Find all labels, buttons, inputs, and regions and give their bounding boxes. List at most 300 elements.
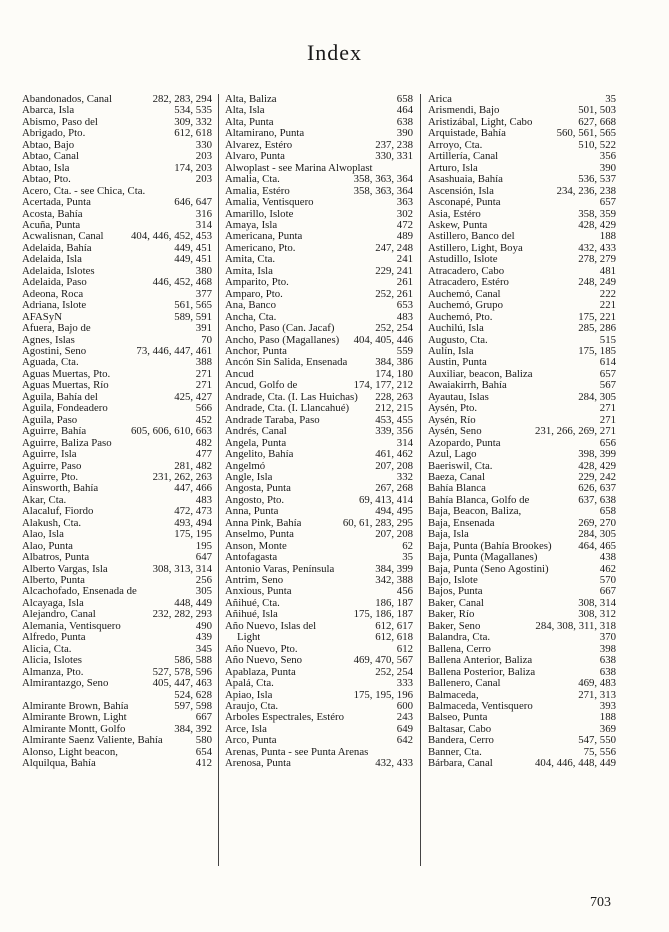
index-pages: 70 [201,333,212,346]
index-term: Alberto, Punta [22,575,85,587]
index-pages: 493, 494 [174,516,212,529]
index-entry [225,449,413,460]
index-pages: 271 [599,402,616,415]
index-term: Bárbara, Canal [428,758,493,770]
index-term: Arenosa, Punta [225,758,291,770]
index-term: Agostini, Seno [22,345,87,357]
index-term: Apiao, Isla [225,689,273,701]
index-pages: 494, 495 [375,505,413,518]
index-term: Antofagasta [225,552,278,564]
index-pages: 339, 356 [375,425,413,438]
index-entry [428,758,616,769]
index-term: Acertada, Punta [22,197,91,209]
index-pages: 405, 447, 463 [152,677,212,690]
index-pages: 75, 556 [583,745,616,758]
index-term: Adelaida, Islotes [22,265,95,277]
index-pages: 271 [599,413,616,426]
index-term: Baltasar, Cabo [428,723,492,735]
index-term: Asia, Estéro [428,208,481,220]
index-term: Amita, Cta. [225,254,276,266]
index-term: Ancud, Golfo de [225,380,298,392]
index-term: Balseo, Punta [428,712,488,724]
index-term: Alquilqua, Bahía [22,758,96,770]
index-pages: 605, 606, 610, 663 [131,425,212,438]
index-pages: 547, 550 [578,734,616,747]
index-pages: 448, 449 [174,596,212,609]
index-entry [428,495,616,506]
index-entry [22,621,212,632]
index-entry [225,266,413,277]
index-pages: 446, 452, 468 [152,276,212,289]
index-pages: 404, 446, 452, 453 [131,230,212,243]
index-pages: 600 [396,700,413,713]
index-term: Año Nuevo, Islas del [225,620,317,632]
index-entry [428,644,616,655]
index-term: Abismo, Paso del [22,116,98,128]
index-term: Aguirre, Paso [22,460,82,472]
index-pages: 561, 565 [174,299,212,312]
index-pages: 363 [396,196,413,209]
index-term: Almanza, Pto. [22,666,84,678]
index-term: Año Nuevo, Seno [225,655,303,667]
column-divider-1 [218,94,219,866]
index-term: Águila, Bahía del [22,391,98,403]
index-pages: 438 [599,551,616,564]
index-pages: 314 [195,218,212,231]
index-term: Adelaida, Isla [22,254,82,266]
index-pages: 428, 429 [578,218,616,231]
index-term: Baja, Beacon, Baliza, [428,506,522,518]
index-pages: 256 [195,574,212,587]
index-entry [22,312,212,323]
index-entry [428,701,616,712]
index-pages: 174, 203 [174,161,212,174]
index-entry [428,369,616,380]
index-term: Anxious, Punta [225,586,292,598]
index-pages: 586, 588 [174,654,212,667]
index-entry [428,357,616,368]
index-pages: 231, 262, 263 [152,470,212,483]
index-term: Alejandro, Canal [22,609,96,621]
index-term: Ainsworth, Bahía [22,483,99,495]
index-pages: 308, 312 [578,608,616,621]
index-entry [22,151,212,162]
index-pages: 267, 268 [375,482,413,495]
index-pages: 614 [599,356,616,369]
index-term: Acuña, Punta [22,219,81,231]
index-pages: 398, 399 [578,448,616,461]
index-pages: 627, 668 [578,115,616,128]
index-term: Amparito, Pto. [225,277,289,289]
index-entry [22,323,212,334]
index-term: Alacaluf, Fiordo [22,506,94,518]
index-term: Alonso, Light beacon, [22,746,118,758]
index-pages: 638 [396,115,413,128]
index-term: Arica [428,94,452,105]
index-pages: 649 [396,722,413,735]
index-entry [428,564,616,575]
index-pages: 428, 429 [578,459,616,472]
index-pages: 308, 314 [578,596,616,609]
index-term: Ancón Sin Salida, Ensenada [225,357,348,369]
index-entry [22,632,212,643]
index-pages: 482 [195,436,212,449]
index-pages: 314 [396,436,413,449]
index-pages: 612, 617 [375,619,413,632]
index-term: Baja, Punta (Magallanes) [428,552,538,564]
index-entry [428,277,616,288]
index-pages: 469, 470, 567 [353,654,413,667]
index-entry [22,403,212,414]
index-term: Álvarez, Estéro [225,139,293,151]
index-entry [22,209,212,220]
index-entry [428,220,616,231]
index-pages: 560, 561, 565 [556,127,616,140]
index-pages: 452 [195,413,212,426]
index-pages: 269, 270 [578,516,616,529]
index-term: Awaiakirrh, Bahía [428,380,507,392]
index-term: Angelmó [225,460,266,472]
index-pages: 501, 503 [578,104,616,117]
index-term: Bandera, Cerro [428,735,494,747]
index-term: Alta, Isla [225,105,265,117]
index-term: Alta, Punta [225,116,274,128]
index-entry [428,621,616,632]
index-term: Acero, Cta. - see Chica, Cta. [22,185,146,197]
index-pages: 461, 462 [375,448,413,461]
index-entry [22,254,212,265]
index-pages: 404, 446, 448, 449 [535,757,616,770]
index-pages: 332 [396,470,413,483]
index-pages: 175, 185 [578,344,616,357]
index-pages: 398 [599,642,616,655]
index-pages: 35 [402,551,413,564]
index-entry [225,289,413,300]
index-pages: 388 [195,356,212,369]
index-pages: 472 [396,218,413,231]
index-entry [225,552,413,563]
index-entry [428,346,616,357]
index-term: Abandonados, Canal [22,94,112,105]
index-term: Auchemó, Canal [428,288,501,300]
index-term: Alta, Baliza [225,94,277,105]
index-entry [428,541,616,552]
index-term: Almirante Brown, Light [22,712,127,724]
index-term: Aguirre, Isla [22,449,77,461]
index-pages: 308, 313, 314 [152,562,212,575]
index-pages: 207, 208 [375,459,413,472]
index-entry [22,541,212,552]
index-pages: 462 [599,562,616,575]
index-pages: 252, 261 [375,287,413,300]
index-pages: 309, 332 [174,115,212,128]
index-term: Antonio Varas, Península [225,563,335,575]
index-term: Águila, Paso [22,414,78,426]
index-entry [22,438,212,449]
index-term: Arenas, Punta - see Punta Arenas [225,746,369,758]
index-term: Aysén, Seno [428,426,482,438]
index-term: Almirante Brown, Bahía [22,701,129,713]
index-term: Bajo, Islote [428,575,478,587]
index-pages: 330, 331 [375,150,413,163]
index-pages: 188 [599,711,616,724]
index-entry [22,747,212,758]
index-entry [22,564,212,575]
index-entry [225,323,413,334]
index-column-1 [22,94,212,770]
index-pages: 271 [195,379,212,392]
index-pages: 656 [599,436,616,449]
index-entry [428,254,616,265]
index-pages: 284, 305 [578,528,616,541]
index-pages: 285, 286 [578,322,616,335]
index-pages: 425, 427 [174,390,212,403]
index-pages: 271 [195,367,212,380]
index-pages: 559 [396,344,413,357]
index-term: Baeriswil, Cta. [428,460,493,472]
page-number: 703 [590,895,611,910]
index-term: Ancud [225,368,254,380]
index-pages: 646, 647 [174,196,212,209]
index-pages: 642 [396,734,413,747]
index-pages: 229, 242 [578,470,616,483]
index-pages: 390 [396,127,413,140]
index-term: Alberto Vargas, Isla [22,563,108,575]
index-term: Alicia, Cta. [22,643,72,655]
index-term: Abtao, Pto. [22,174,71,186]
index-pages: 203 [195,173,212,186]
index-term: Auxiliar, beacon, Baliza [428,368,533,380]
index-entry [225,690,413,701]
index-entry [428,323,616,334]
index-entry [428,186,616,197]
index-term: Albatros, Punta [22,552,90,564]
index-pages: 358, 363, 364 [353,173,413,186]
index-term: Baja, Punta (Bahía Brookes) [428,540,552,552]
index-pages: 188 [599,230,616,243]
index-pages: 175, 186, 187 [353,608,413,621]
index-term: Ancha, Cta. [225,311,277,323]
index-entry [225,724,413,735]
index-term: Agnes, Islas [22,334,75,346]
index-pages: 175, 195, 196 [353,688,413,701]
column-divider-2 [420,94,421,866]
index-term: Amita, Isla [225,265,273,277]
index-term [22,690,34,701]
index-pages: 345 [195,642,212,655]
index-pages: 229, 241 [375,264,413,277]
index-entry [225,277,413,288]
index-pages: 384, 399 [375,562,413,575]
index-pages: 597, 598 [174,700,212,713]
index-entry [428,174,616,185]
index-term: Añihué, Cta. [225,597,280,609]
index-entry [22,701,212,712]
index-term: Baja, Isla [428,529,469,541]
index-pages: 657 [599,367,616,380]
index-pages: 261 [396,276,413,289]
index-entry [428,529,616,540]
index-term: Adeona, Roca [22,288,84,300]
index-entry [225,403,413,414]
index-pages: 490 [195,619,212,632]
index-term: Baeza, Canal [428,471,485,483]
index-term: Askew, Punta [428,219,488,231]
index-term: Arco, Punta [225,735,277,747]
index-pages: 73, 446, 447, 461 [136,344,212,357]
index-term: Abtao, Bajo [22,139,75,151]
index-term: Aguas Muertas, Pto. [22,368,111,380]
index-pages: 174, 180 [375,367,413,380]
index-term: Aguirre, Pto. [22,471,79,483]
index-pages: 477 [195,448,212,461]
index-term: Amparo, Pto. [225,288,283,300]
index-term: Alao, Punta [22,540,73,552]
index-pages: 234, 236, 238 [556,184,616,197]
index-pages: 358, 363, 364 [353,184,413,197]
index-entry [428,575,616,586]
index-entry [22,174,212,185]
index-pages: 391 [195,322,212,335]
index-entry [22,735,212,746]
index-term: Amalia, Cta. [225,174,280,186]
index-term: Ancho, Paso (Can. Jacaf) [225,323,335,335]
index-pages: 174, 177, 212 [353,379,413,392]
index-pages: 62 [402,539,413,552]
index-entry [225,105,413,116]
index-pages: 653 [396,299,413,312]
index-pages: 186, 187 [375,596,413,609]
index-pages: 284, 308, 311, 318 [535,619,616,632]
index-term: Atracadero, Cabo [428,265,505,277]
index-pages: 221 [599,299,616,312]
index-pages: 658 [599,505,616,518]
index-term: Abrigado, Pto. [22,128,86,140]
index-term: Andrés, Canal [225,426,287,438]
index-pages: 248, 249 [578,276,616,289]
index-entry [428,300,616,311]
index-pages: 647 [195,551,212,564]
index-pages: 667 [195,711,212,724]
index-term: Austin, Punta [428,357,487,369]
index-entry [225,701,413,712]
index-pages: 241 [396,253,413,266]
index-pages: 333 [396,677,413,690]
index-term: Añihué, Isla [225,609,278,621]
index-term: Asconapé, Punta [428,197,501,209]
index-pages: 252, 254 [375,322,413,335]
index-term: Arturo, Isla [428,162,478,174]
index-pages: 207, 208 [375,528,413,541]
index-pages: 412 [195,757,212,770]
index-term: Anna, Punta [225,506,279,518]
index-term: Bajos, Punta [428,586,483,598]
index-entry [22,426,212,437]
index-term: Andrade, Cta. (I. Las Huichas) [225,391,358,403]
index-pages: 282, 283, 294 [152,93,212,105]
index-entry [22,449,212,460]
index-term: Arce, Isla [225,723,267,735]
index-entry [428,632,616,643]
index-entry [22,678,212,689]
index-term: Baker, Canal [428,597,484,609]
index-term: Angosto, Pto. [225,494,285,506]
index-entry [428,678,616,689]
index-pages: 370 [599,631,616,644]
index-entry [225,735,413,746]
index-term: Americano, Pto. [225,242,296,254]
index-pages: 232, 282, 293 [152,608,212,621]
index-term: Balandra, Cta. [428,632,491,644]
index-entry [22,163,212,174]
index-term: Afuera, Bajo de [22,323,91,335]
index-pages: 464 [396,104,413,117]
index-pages: 439 [195,631,212,644]
index-pages: 524, 628 [174,688,212,701]
index-term: Angle, Isla [225,471,273,483]
index-term: Alcayaga, Isla [22,597,84,609]
index-term: Amaya, Isla [225,219,278,231]
index-pages: 654 [195,745,212,758]
index-pages: 316 [195,207,212,220]
index-pages: 252, 254 [375,665,413,678]
index-pages: 377 [195,287,212,300]
index-term: Alfredo, Punta [22,632,86,644]
index-pages: 247, 248 [375,241,413,254]
index-term: Andrade Taraba, Paso [225,414,320,426]
index-entry [428,403,616,414]
index-term: Atracadero, Estéro [428,277,509,289]
index-pages: 589, 591 [174,310,212,323]
index-entry [225,209,413,220]
index-term: Águila, Fondeadero [22,403,108,415]
index-entry [22,609,212,620]
index-entry [428,289,616,300]
index-term: Adelaida, Bahía [22,242,92,254]
index-entry [22,529,212,540]
index-term: Abtao, Canal [22,151,79,163]
index-entry [22,369,212,380]
index-term: Balmaceda, Ventisquero [428,701,533,713]
index-term: Acosta, Bahía [22,208,83,220]
index-pages: 566 [195,402,212,415]
index-entry [428,449,616,460]
index-pages: 369 [599,722,616,735]
index-entry [428,552,616,563]
index-term: Anson, Monte [225,540,287,552]
index-term: Aysén, Pto. [428,403,478,415]
index-entry [428,151,616,162]
index-pages: 432, 433 [375,757,413,770]
index-pages: 69, 413, 414 [359,493,413,506]
index-pages: 356 [599,150,616,163]
index-entry [225,117,413,128]
index-pages: 515 [599,333,616,346]
index-term: Aysén, Río [428,414,476,426]
index-entry [22,128,212,139]
index-term: Alemania, Ventisquero [22,620,121,632]
index-term: Ana, Banco [225,300,276,312]
index-term: Ballena, Cerro [428,643,491,655]
index-term: Asashuaia, Bahía [428,174,503,186]
index-term: Alao, Isla [22,529,64,541]
index-pages: 278, 279 [578,253,616,266]
index-pages: 231, 266, 269, 271 [535,425,616,438]
index-pages: 380 [195,264,212,277]
index-pages: 60, 61, 283, 295 [342,516,413,529]
index-pages: 203 [195,150,212,163]
index-entry [428,690,616,701]
